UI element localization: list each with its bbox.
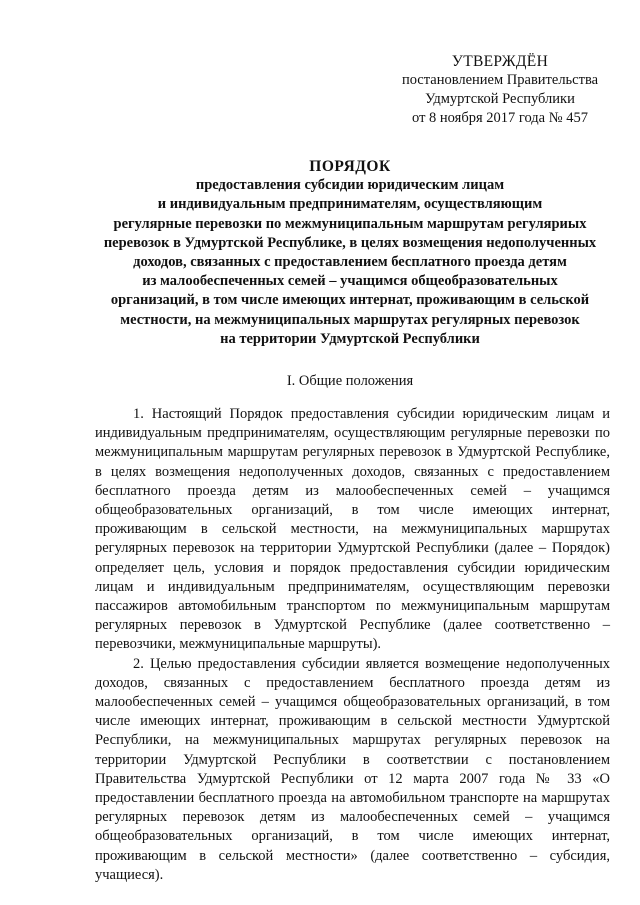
document-title-line: перевозок в Удмуртской Республике, в целях возмещения недополученных: [103, 234, 597, 251]
approval-title: УТВЕРЖДЁН: [451, 53, 549, 70]
approval-stamp: [380, 52, 620, 128]
document-title-line: регулярные перевозки по межмуниципальным маршрутам регуляриых: [113, 215, 587, 232]
document-title-main: ПОРЯДОК: [309, 158, 391, 175]
document-title-line: на территории Удмуртской Республики: [220, 330, 480, 347]
document-title-line: организаций, в том числе имеющих интернат, проживающим в сельской: [110, 292, 590, 309]
document-title-line: и индивидуальным предпринимателям, осуществляющим: [157, 196, 543, 213]
paragraph-1: 1. Настоящий Порядок предоставления субсидии юридическим лицам и индивидуальным предпринимателям, осуществляющим регулярные перевозки по межмуниципальным маршрутам регулярных перевозок в Удмуртской Республике, в целях возмещения недополученных доходов, связанных с предоставлением бесплатного проезда детям из малообеспеченных семей – учащимся общеобразовательных организаций, в том числе имеющих интернат, проживающим в сельской местности, на межмуниципальных маршрутах регулярных перевозок на территории Удмуртской Республики (далее – Порядок) определяет цель, условия и порядок предоставления субсидии юридическим лицам и индивидуальным предпринимателям, осуществляющим перевозки пассажиров автомобильным транспортом по межмуниципальным маршрутам регулярных перевозок в Удмуртской Республике (далее соответственно – перевозчики, межмуниципальные маршруты).: [95, 406, 610, 653]
approval-line-3: от 8 ноября 2017 года № 457: [412, 110, 588, 126]
document-title-line: из малообеспеченных семей – учащимся общеобразовательных: [142, 273, 558, 290]
document-title-line: предоставления субсидии юридическим лицам: [195, 177, 505, 194]
document-title-line: доходов, связанных с предоставлением бесплатного проезда детям: [133, 254, 567, 271]
approval-line-2: Удмуртской Республики: [425, 91, 575, 107]
approval-line-1: постановлением Правительства: [401, 72, 599, 88]
section-heading: I. Общие положения: [286, 373, 414, 389]
document-title-line: местности, на межмуниципальных маршрутах регулярных перевозок: [120, 311, 580, 328]
document-body: [95, 405, 610, 885]
document-title: [90, 157, 610, 349]
paragraph-2: 2. Целью предоставления субсидии является возмещение недополученных доходов, связанных с предоставлением бесплатного проезда детям из малообеспеченных семей – учащимся общеобразовательных организаций, в том числе имеющих интернат, проживающим в сельской местности Удмуртской Республики, на межмуниципальных маршрутах регулярных перевозок на территории Удмуртской Республики в соответствии с постановлением Правительства Удмуртской Республики от 12 марта 2007 года № 33 «О предоставлении бесплатного проезда на автомобильном транспорте на маршрутах регулярных перевозок детям из малообеспеченных семей – учащимся общеобразовательных организаций, в том числе имеющих интернат, проживающим в сельской местности» (далее соответственно – субсидия, учащиеся).: [95, 655, 610, 883]
